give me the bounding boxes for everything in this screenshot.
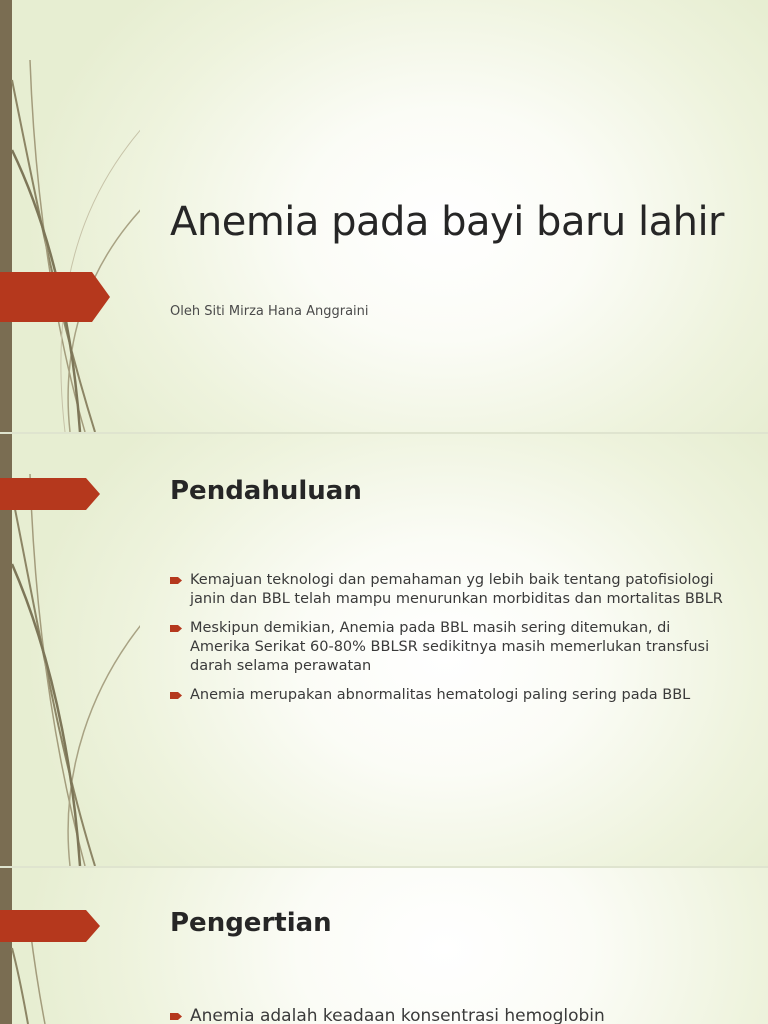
arrow-bullet-icon [170,1012,182,1021]
section-title-pengertian: Pengertian [170,908,332,938]
arrow-bullet-icon [170,624,182,633]
list-item [170,1005,730,1024]
bullet-text: Anemia merupakan abnormalitas hematologi paling sering pada BBL [190,687,691,703]
accent-arrow-tag [0,910,100,942]
presentation-subtitle: Oleh Siti Mirza Hana Anggraini [170,304,369,319]
slide-pengertian [0,868,768,1024]
list-item [170,571,730,609]
bullet-text: Meskipun demikian, Anemia pada BBL masih sering ditemukan, di Amerika Serikat 60-80% BBLSR sedikitnya masih memerlukan transfusi darah selama perawatan [190,620,710,674]
list-item [170,619,730,676]
decorative-swoosh [0,0,140,432]
arrow-bullet-icon [170,691,182,700]
slide-title [0,0,768,432]
bullet-text: Kemajuan teknologi dan pemahaman yg lebih baik tentang patofisiologi janin dan BBL telah mampu menurunkan morbiditas dan mortalitas BBLR [190,572,723,607]
bullet-list [170,1005,730,1024]
list-item [170,686,730,705]
accent-arrow-tag [0,478,100,510]
section-title-pendahuluan: Pendahuluan [170,476,362,506]
decorative-swoosh [0,868,140,1024]
bullet-list [170,571,730,715]
bullet-text: Anemia adalah keadaan konsentrasi hemoglobin [190,1006,605,1024]
accent-arrow-tag [0,272,110,322]
arrow-bullet-icon [170,576,182,585]
presentation-title: Anemia pada bayi baru lahir [170,199,724,245]
slide-pendahuluan [0,434,768,866]
